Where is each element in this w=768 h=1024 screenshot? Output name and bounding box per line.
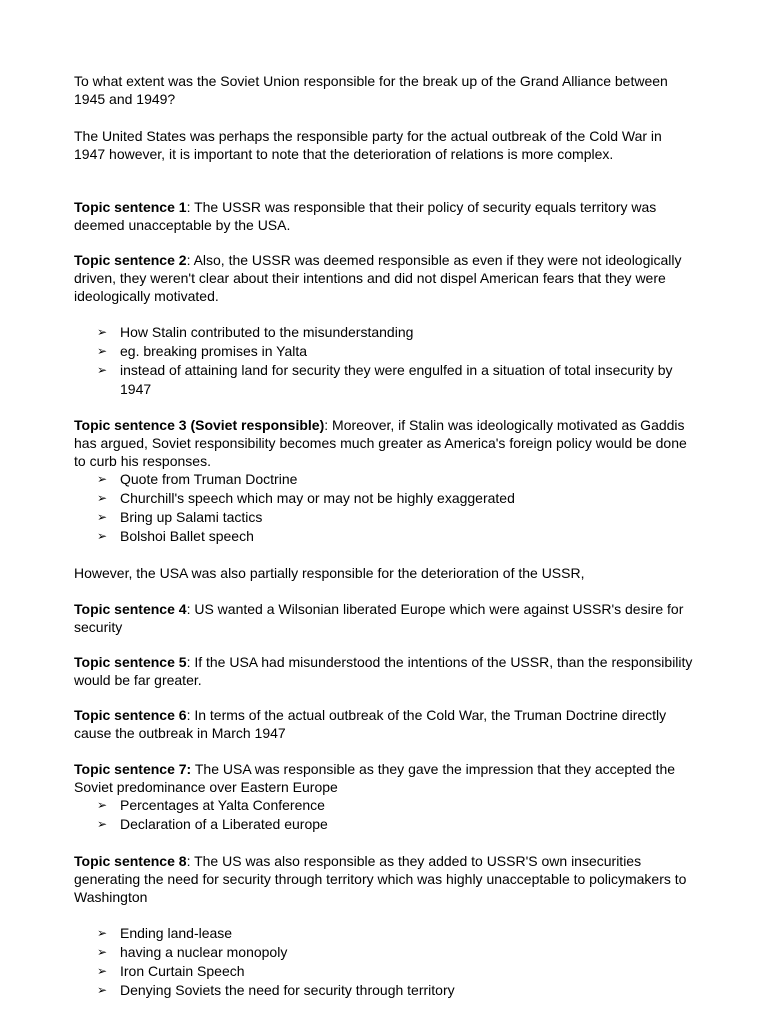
topic-sentence-1: [74, 198, 694, 234]
arrow-bullet-icon: ➢: [97, 325, 108, 339]
topic-sentence-7-text: The USA was responsible as they gave the impression that they accepted the Soviet predominance over Eastern Europe: [74, 761, 676, 795]
topic-sentence-7-bullets: [97, 796, 677, 834]
list-item: ➢ Declaration of a Liberated europe: [97, 816, 328, 832]
list-item: ➢ Percentages at Yalta Conference: [97, 797, 325, 813]
arrow-bullet-icon: ➢: [97, 344, 108, 358]
list-item: ➢ eg. breaking promises in Yalta: [97, 343, 308, 359]
list-item: ➢ How Stalin contributed to the misunderstanding: [97, 324, 414, 340]
topic-sentence-2-label: Topic sentence 2: [74, 252, 187, 268]
topic-sentence-4: [74, 600, 694, 636]
topic-sentence-8-text: : The US was also responsible as they added to USSR'S own insecurities generating the need for security through territory which was highly unacceptable to policymakers to Washington: [74, 853, 687, 905]
topic-sentence-5-label: Topic sentence 5: [74, 654, 187, 670]
topic-sentence-4-text: : US wanted a Wilsonian liberated Europe which were against USSR's desire for security: [74, 601, 684, 635]
topic-sentence-3: [74, 416, 694, 470]
arrow-bullet-icon: ➢: [97, 472, 108, 486]
arrow-bullet-icon: ➢: [97, 510, 108, 524]
topic-sentence-3-label: Topic sentence 3 (Soviet responsible): [74, 417, 325, 433]
list-item: ➢ Churchill's speech which may or may not be highly exaggerated: [97, 490, 515, 506]
list-item: ➢ instead of attaining land for security they were engulfed in a situation of total insecurity by 1947: [97, 362, 673, 397]
arrow-bullet-icon: ➢: [97, 529, 108, 543]
topic-sentence-7: [74, 760, 694, 796]
topic-sentence-4-label: Topic sentence 4: [74, 601, 187, 617]
topic-sentence-5-text: : If the USA had misunderstood the intentions of the USSR, than the responsibility would be far greater.: [74, 654, 693, 688]
topic-sentence-8-label: Topic sentence 8: [74, 853, 187, 869]
arrow-bullet-icon: ➢: [97, 945, 108, 959]
topic-sentence-5: [74, 653, 694, 689]
arrow-bullet-icon: ➢: [97, 817, 108, 831]
list-item: ➢ having a nuclear monopoly: [97, 944, 288, 960]
intro-paragraph: The United States was perhaps the responsible party for the actual outbreak of the Cold War in 1947 however, it is important to note that the deterioration of relations is more complex.: [74, 128, 662, 162]
topic-sentence-2: [74, 251, 694, 305]
list-item: ➢ Denying Soviets the need for security through territory: [97, 982, 455, 998]
list-item: ➢ Ending land-lease: [97, 925, 233, 941]
topic-sentence-3-text: : Moreover, if Stalin was ideologically motivated as Gaddis has argued, Soviet responsibility becomes much greater as America's foreign policy would be done to curb his responses.: [74, 417, 687, 469]
arrow-bullet-icon: ➢: [97, 363, 108, 377]
arrow-bullet-icon: ➢: [97, 798, 108, 812]
essay-question: To what extent was the Soviet Union responsible for the break up of the Grand Alliance between 1945 and 1949?: [74, 73, 668, 107]
arrow-bullet-icon: ➢: [97, 964, 108, 978]
list-item: ➢ Quote from Truman Doctrine: [97, 471, 298, 487]
arrow-bullet-icon: ➢: [97, 491, 108, 505]
topic-sentence-3-bullets: [97, 470, 677, 546]
topic-sentence-8-bullets: [97, 924, 677, 1000]
topic-sentence-6: [74, 706, 694, 742]
topic-sentence-8: [74, 852, 694, 906]
list-item: ➢ Bring up Salami tactics: [97, 509, 263, 525]
topic-sentence-6-label: Topic sentence 6: [74, 707, 187, 723]
topic-sentence-7-label: Topic sentence 7:: [74, 761, 192, 777]
list-item: ➢ Iron Curtain Speech: [97, 963, 245, 979]
topic-sentence-1-label: Topic sentence 1: [74, 199, 187, 215]
topic-sentence-1-text: : The USSR was responsible that their policy of security equals territory was deemed unacceptable by the USA.: [74, 199, 657, 233]
arrow-bullet-icon: ➢: [97, 983, 108, 997]
topic-sentence-6-text: : In terms of the actual outbreak of the Cold War, the Truman Doctrine directly cause the outbreak in March 1947: [74, 707, 667, 741]
topic-sentence-2-bullets: [97, 323, 677, 399]
however-paragraph: However, the USA was also partially responsible for the deterioration of the USSR,: [74, 565, 585, 581]
arrow-bullet-icon: ➢: [97, 926, 108, 940]
list-item: ➢ Bolshoi Ballet speech: [97, 528, 254, 544]
topic-sentence-2-text: : Also, the USSR was deemed responsible as even if they were not ideologically driven, they weren't clear about their intentions and did not dispel American fears that they were ideologically motivated.: [74, 252, 682, 304]
